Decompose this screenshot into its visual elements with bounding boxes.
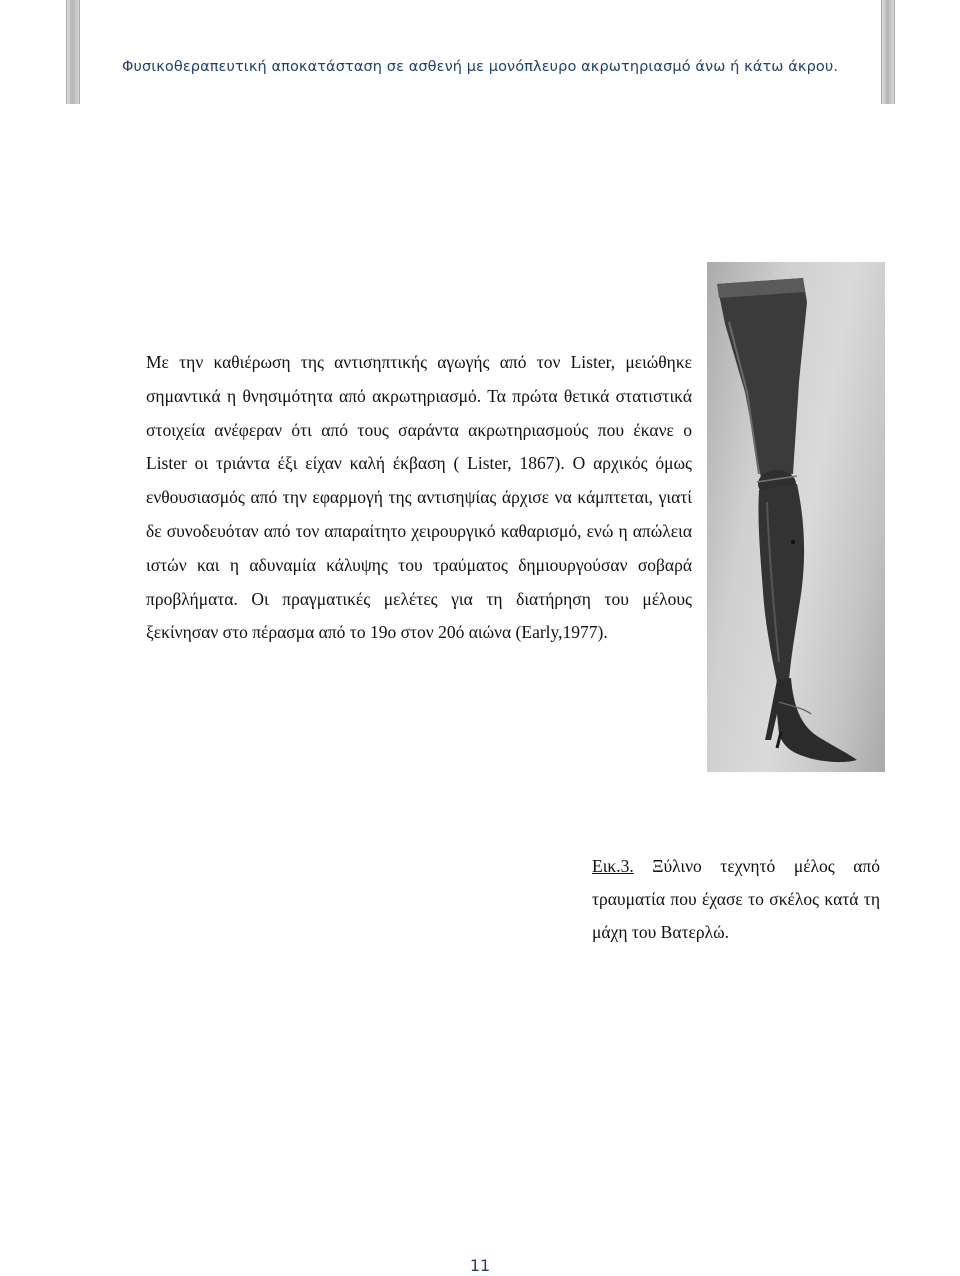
figure-caption: [592, 850, 880, 949]
figure-caption-text: Ξύλινο τεχνητό μέλος από τραυματία που έχασε το σκέλος κατά τη μάχη του Βατερλώ.: [592, 856, 880, 942]
figure-caption-label: Εικ.3.: [592, 856, 634, 876]
header-decoration-bar-right: [881, 0, 895, 104]
prosthetic-leg-illustration: [707, 262, 885, 772]
page-number: 11: [469, 1256, 491, 1275]
running-header: Φυσικοθεραπευτική αποκατάσταση σε ασθενή με μονόπλευρο ακρωτηριασμό άνω ή κάτω άκρου.: [121, 59, 839, 75]
header-decoration-bar-left: [66, 0, 80, 104]
body-paragraph: Με την καθιέρωση της αντισηπτικής αγωγής από τον Lister, μειώθηκε σημαντικά η θνησιμότητα από ακρωτηριασμό. Τα πρώτα θετικά στατιστικά στοιχεία ανέφεραν ότι από τους σαράντα ακρωτηριασμούς που έκανε ο Lister οι τριάντα έξι είχαν καλή έκβαση ( Lister, 1867). Ο αρχικός όμως ενθουσιασμός από την εφαρμογή της αντισηψίας άρχισε να κάμπτεται, γιατί δε συνοδευόταν από τον απαραίτητο χειρουργικό καθαρισμό, ενώ η απώλεια ιστών και η αδυναμία κάλυψης του τραύματος δημιουργούσαν σοβαρά προβλήματα. Οι πραγματικές μελέτες για τη διατήρηση του μέλους ξεκίνησαν στο πέρασμα από το 19ο στον 20ό αιώνα (Early,1977).: [146, 352, 692, 643]
wooden-prosthetic-leg-photo: [707, 262, 885, 772]
